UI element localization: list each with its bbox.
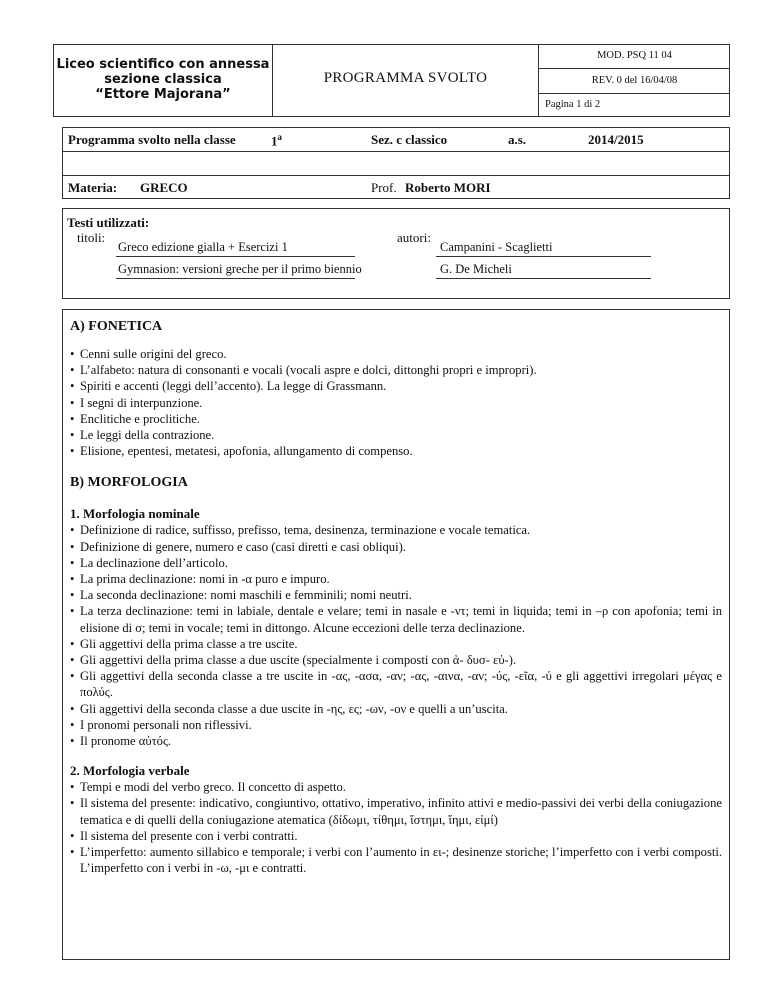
- list-item: • Le leggi della contrazione.: [70, 427, 722, 443]
- list-item: • Gli aggettivi della seconda classe a due uscite in -ης, ες; -ων, -ον e quelli a un’uscita.: [70, 701, 722, 717]
- section-a-list: [70, 346, 722, 459]
- list-item: • Elisione, epentesi, metatesi, apofonia, allungamento di compenso.: [70, 443, 722, 459]
- list-item: • La prima declinazione: nomi in -α puro e impuro.: [70, 571, 722, 587]
- textbook-title-2: Gymnasion: versioni greche per il primo biennio: [118, 262, 362, 276]
- list-item: • Tempi e modi del verbo greco. Il concetto di aspetto.: [70, 779, 722, 795]
- subject-label: Materia:: [68, 180, 118, 195]
- list-item: • La terza declinazione: temi in labiale, dentale e velare; temi in nasale e -ντ; temi in liquida; temi in –ρ con apofonia; temi in elisione di σ; temi in vocale; temi in dittongo. Alcune eccezioni delle terza declinazione.: [70, 603, 722, 635]
- class-ordinal: a: [277, 132, 282, 142]
- subject-value: GRECO: [140, 180, 188, 195]
- professor-label: Prof.: [371, 180, 397, 195]
- module-code: MOD. PSQ 11 04: [597, 50, 672, 61]
- list-item: • Gli aggettivi della prima classe a tre uscite.: [70, 636, 722, 652]
- page-number: Pagina 1 di 2: [545, 99, 601, 110]
- authors-label: autori:: [397, 230, 431, 245]
- titles-label: titoli:: [77, 230, 106, 245]
- section-a-title: A) FONETICA: [70, 319, 163, 334]
- subsection-b2-list: [70, 779, 722, 876]
- list-item: • Definizione di radice, suffisso, prefisso, tema, desinenza, terminazione e vocale tematica.: [70, 522, 722, 538]
- list-item: • Cenni sulle origini del greco.: [70, 346, 722, 362]
- author-underline-1: [436, 256, 651, 257]
- revision: REV. 0 del 16/04/08: [591, 75, 678, 86]
- textbook-author-1: Campanini - Scaglietti: [440, 240, 553, 254]
- school-line-2: sezione classica: [104, 72, 222, 87]
- class-number: 1: [271, 133, 278, 149]
- info-divider-1: [62, 151, 730, 152]
- subsection-b1-list: [70, 522, 722, 749]
- section-value: Sez. c classico: [371, 132, 448, 147]
- school-year-value: 2014/2015: [588, 132, 644, 147]
- list-item: • Il pronome αὐτός.: [70, 733, 722, 749]
- author-underline-2: [436, 278, 651, 279]
- subsection-b1-title: 1. Morfologia nominale: [70, 506, 200, 522]
- list-item: • Definizione di genere, numero e caso (casi diretti e casi obliqui).: [70, 539, 722, 555]
- list-item: • I pronomi personali non riflessivi.: [70, 717, 722, 733]
- class-label: Programma svolto nella classe: [68, 132, 236, 147]
- title-underline-1: [116, 256, 355, 257]
- info-divider-2: [62, 175, 730, 176]
- list-item: • Il sistema del presente: indicativo, congiuntivo, ottativo, imperativo, infinito attivi e medio-passivi dei verbi della coniugazione tematica e di quelli della coniugazione atematica (δίδωμι, τίθημι, ἵστημι, ἵημι, εἰμί): [70, 795, 722, 827]
- list-item: • La declinazione dell’articolo.: [70, 555, 722, 571]
- header-divider-3: [538, 68, 730, 69]
- school-line-1: Liceo scientifico con annessa: [56, 57, 270, 72]
- list-item: • Gli aggettivi della seconda classe a tre uscite in -ας, -ασα, -αν; -ας, -αινα, -αν; -ύς, -εῖα, -ύ e gli aggettivi irregolari μέγας e πολύς.: [70, 668, 722, 700]
- professor-name: Roberto MORI: [405, 180, 491, 195]
- subsection-b2-title: 2. Morfologia verbale: [70, 763, 190, 779]
- section-b-title: B) MORFOLOGIA: [70, 475, 188, 491]
- school-name: [54, 57, 272, 102]
- list-item: • Il sistema del presente con i verbi contratti.: [70, 828, 722, 844]
- header-divider-4: [538, 93, 730, 94]
- list-item: • Spiriti e accenti (leggi dell’accento). La legge di Grassmann.: [70, 378, 722, 394]
- list-item: • L’alfabeto: natura di consonanti e vocali (vocali aspre e dolci, dittonghi propri e impropri).: [70, 362, 722, 378]
- textbook-author-2: G. De Micheli: [440, 262, 512, 276]
- list-item: • La seconda declinazione: nomi maschili e femminili; nomi neutri.: [70, 587, 722, 603]
- list-item: • Enclitiche e proclitiche.: [70, 411, 722, 427]
- program-content: [70, 317, 722, 876]
- school-line-3: “Ettore Majorana”: [95, 87, 231, 102]
- list-item: • I segni di interpunzione.: [70, 395, 722, 411]
- textbook-title-1: Greco edizione gialla + Esercizi 1: [118, 240, 288, 254]
- school-year-label: a.s.: [508, 132, 527, 147]
- list-item: • L’imperfetto: aumento sillabico e temporale; i verbi con l’aumento in ει-; desinenze storiche; l’imperfetto con i verbi composti. L’imperfetto con i verbi in -ω, -μι e contratti.: [70, 844, 722, 876]
- document-title: PROGRAMMA SVOLTO: [323, 70, 488, 86]
- list-item: • Gli aggettivi della prima classe a due uscite (specialmente i composti con ἀ- δυσ- εὐ-).: [70, 652, 722, 668]
- textbooks-heading: Testi utilizzati:: [67, 215, 150, 230]
- class-value: [271, 132, 282, 149]
- title-underline-2: [116, 278, 355, 279]
